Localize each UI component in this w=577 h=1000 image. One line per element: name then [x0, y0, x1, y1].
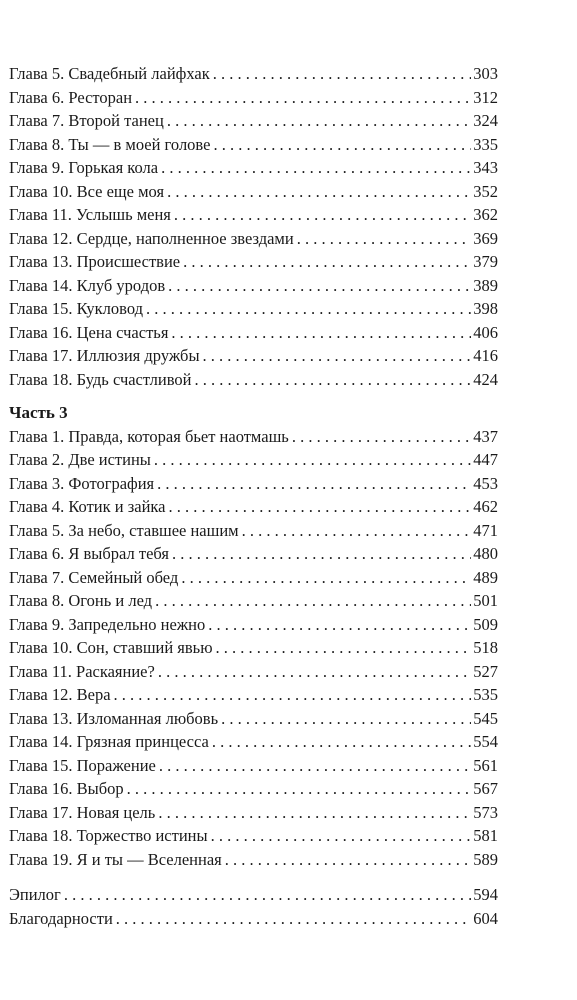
toc-entry[interactable]	[9, 542, 498, 566]
entry-page: 489	[473, 567, 498, 587]
entry-page: 589	[473, 849, 498, 869]
dot-leader	[64, 883, 471, 907]
toc-entry[interactable]	[9, 297, 498, 321]
entry-title: Глава 9. Горькая кола	[9, 158, 159, 177]
entry-page: 480	[473, 544, 498, 563]
entry-title: Глава 10. Сон, ставший явью	[9, 638, 213, 657]
entry-title: Глава 4. Котик и зайка	[9, 497, 166, 516]
toc-entry[interactable]	[9, 109, 498, 133]
entry-page: 518	[473, 638, 498, 657]
entry-page: 567	[473, 779, 498, 798]
entry-title: Глава 16. Цена счастья	[9, 322, 169, 342]
dot-leader	[171, 321, 471, 345]
toc-entry[interactable]	[9, 448, 498, 472]
entry-page: 369	[473, 228, 498, 248]
dot-leader	[183, 250, 471, 274]
entry-title: Глава 15. Кукловод	[9, 299, 143, 318]
entry-page: 561	[473, 755, 498, 775]
dot-leader	[161, 156, 471, 180]
toc-entry-epilogue[interactable]	[9, 883, 498, 907]
part3-chapter-list	[9, 425, 498, 872]
dot-leader	[167, 180, 471, 204]
toc-entry[interactable]	[9, 62, 498, 86]
dot-leader	[169, 495, 472, 519]
entry-title: Глава 3. Фотография	[9, 473, 155, 493]
entry-page: 527	[473, 661, 498, 681]
table-of-contents	[9, 62, 498, 930]
entry-page: 398	[473, 299, 498, 318]
entry-page: 335	[473, 134, 498, 154]
dot-leader	[167, 109, 471, 133]
toc-entry[interactable]	[9, 683, 498, 707]
toc-entry[interactable]	[9, 777, 498, 801]
entry-title: Глава 6. Ресторан	[9, 87, 133, 107]
dot-leader	[211, 824, 472, 848]
entry-title: Глава 5. За небо, ставшее нашим	[9, 520, 239, 540]
entry-title: Глава 7. Семейный обед	[9, 567, 179, 587]
dot-leader	[155, 589, 471, 613]
entry-page: 424	[473, 369, 498, 389]
dot-leader	[297, 227, 472, 251]
toc-entry[interactable]	[9, 707, 498, 731]
toc-entry[interactable]	[9, 321, 498, 345]
toc-entry[interactable]	[9, 203, 498, 227]
toc-entry[interactable]	[9, 425, 498, 449]
entry-page: 604	[473, 908, 498, 928]
dot-leader	[242, 519, 472, 543]
toc-entry[interactable]	[9, 472, 498, 496]
dot-leader	[135, 86, 471, 110]
entry-title: Глава 15. Поражение	[9, 755, 156, 775]
entry-page: 437	[473, 426, 498, 446]
entry-page: 379	[473, 252, 498, 271]
entry-title: Глава 11. Услышь меня	[9, 205, 171, 224]
toc-entry[interactable]	[9, 636, 498, 660]
dot-leader	[181, 566, 471, 590]
entry-title: Глава 1. Правда, которая бьет наотмашь	[9, 426, 289, 446]
entry-title: Глава 14. Грязная принцесса	[9, 732, 209, 751]
dot-leader	[168, 274, 471, 298]
toc-entry[interactable]	[9, 824, 498, 848]
entry-page: 312	[473, 87, 498, 107]
entry-title: Эпилог	[9, 885, 61, 904]
dot-leader	[195, 368, 472, 392]
entry-page: 324	[473, 111, 498, 130]
dot-leader	[157, 472, 471, 496]
entry-title: Глава 7. Второй танец	[9, 111, 164, 130]
dot-leader	[208, 613, 471, 637]
entry-title: Глава 13. Изломанная любовь	[9, 708, 219, 728]
dot-leader	[213, 133, 471, 157]
toc-entry[interactable]	[9, 344, 498, 368]
toc-entry[interactable]	[9, 589, 498, 613]
entry-title: Глава 19. Я и ты — Вселенная	[9, 849, 222, 869]
entry-title: Глава 14. Клуб уродов	[9, 275, 166, 295]
dot-leader	[212, 730, 471, 754]
entry-title: Глава 10. Все еще моя	[9, 181, 165, 201]
entry-page: 406	[473, 322, 498, 342]
dot-leader	[172, 542, 471, 566]
dot-leader	[203, 344, 472, 368]
entry-title: Глава 12. Вера	[9, 685, 111, 704]
entry-page: 509	[473, 614, 498, 634]
entry-page: 416	[473, 346, 498, 365]
entry-page: 362	[473, 205, 498, 224]
dot-leader	[116, 907, 471, 931]
toc-entry[interactable]	[9, 86, 498, 110]
entry-title: Глава 18. Будь счастливой	[9, 369, 192, 389]
toc-entry[interactable]	[9, 613, 498, 637]
part-heading: Часть 3	[9, 403, 68, 422]
entry-page: 501	[473, 591, 498, 610]
dot-leader	[213, 62, 472, 86]
entry-title: Глава 13. Происшествие	[9, 252, 181, 271]
toc-entry-acknowledgements[interactable]	[9, 907, 498, 931]
entry-page: 535	[473, 685, 498, 704]
entry-page: 581	[473, 826, 498, 845]
entry-page: 303	[473, 64, 498, 83]
toc-entry[interactable]	[9, 848, 498, 872]
toc-entry[interactable]	[9, 495, 498, 519]
toc-entry[interactable]	[9, 566, 498, 590]
dot-leader	[158, 801, 471, 825]
toc-entry[interactable]	[9, 660, 498, 684]
entry-page: 554	[473, 732, 498, 751]
toc-entry[interactable]	[9, 368, 498, 392]
toc-entry[interactable]	[9, 156, 498, 180]
toc-entry[interactable]	[9, 519, 498, 543]
dot-leader	[216, 636, 472, 660]
dot-leader	[114, 683, 472, 707]
entry-page: 462	[473, 497, 498, 516]
dot-leader	[127, 777, 472, 801]
entry-title: Благодарности	[9, 908, 113, 928]
dot-leader	[158, 660, 471, 684]
toc-entry[interactable]	[9, 801, 498, 825]
entry-title: Глава 6. Я выбрал тебя	[9, 544, 169, 563]
dot-leader	[225, 848, 472, 872]
toc-entry[interactable]	[9, 180, 498, 204]
section-spacer	[9, 871, 498, 883]
entry-page: 573	[473, 802, 498, 822]
entry-title: Глава 11. Раскаяние?	[9, 661, 155, 681]
toc-entry[interactable]	[9, 250, 498, 274]
part2-chapter-list	[9, 62, 498, 391]
dot-leader	[174, 203, 471, 227]
entry-page: 545	[473, 708, 498, 728]
toc-entry[interactable]	[9, 227, 498, 251]
dot-leader	[292, 425, 471, 449]
entry-title: Глава 18. Торжество истины	[9, 826, 208, 845]
dot-leader	[159, 754, 471, 778]
entry-title: Глава 17. Иллюзия дружбы	[9, 346, 200, 365]
entry-title: Глава 5. Свадебный лайфхак	[9, 64, 210, 83]
entry-title: Глава 8. Огонь и лед	[9, 591, 153, 610]
entry-page: 352	[473, 181, 498, 201]
toc-entry[interactable]	[9, 274, 498, 298]
entry-page: 453	[473, 473, 498, 493]
dot-leader	[154, 448, 471, 472]
entry-page: 343	[473, 158, 498, 177]
entry-title: Глава 2. Две истины	[9, 450, 151, 469]
entry-page: 594	[473, 885, 498, 904]
toc-entry[interactable]	[9, 754, 498, 778]
dot-leader	[146, 297, 471, 321]
entry-page: 389	[473, 275, 498, 295]
entry-title: Глава 8. Ты — в моей голове	[9, 134, 211, 154]
entry-title: Глава 12. Сердце, наполненное звездами	[9, 228, 294, 248]
entry-title: Глава 17. Новая цель	[9, 802, 156, 822]
dot-leader	[221, 707, 471, 731]
toc-entry[interactable]	[9, 730, 498, 754]
entry-title: Глава 16. Выбор	[9, 779, 124, 798]
entry-title: Глава 9. Запредельно нежно	[9, 614, 206, 634]
entry-page: 447	[473, 450, 498, 469]
back-matter-list	[9, 883, 498, 930]
entry-page: 471	[473, 520, 498, 540]
toc-entry[interactable]	[9, 133, 498, 157]
